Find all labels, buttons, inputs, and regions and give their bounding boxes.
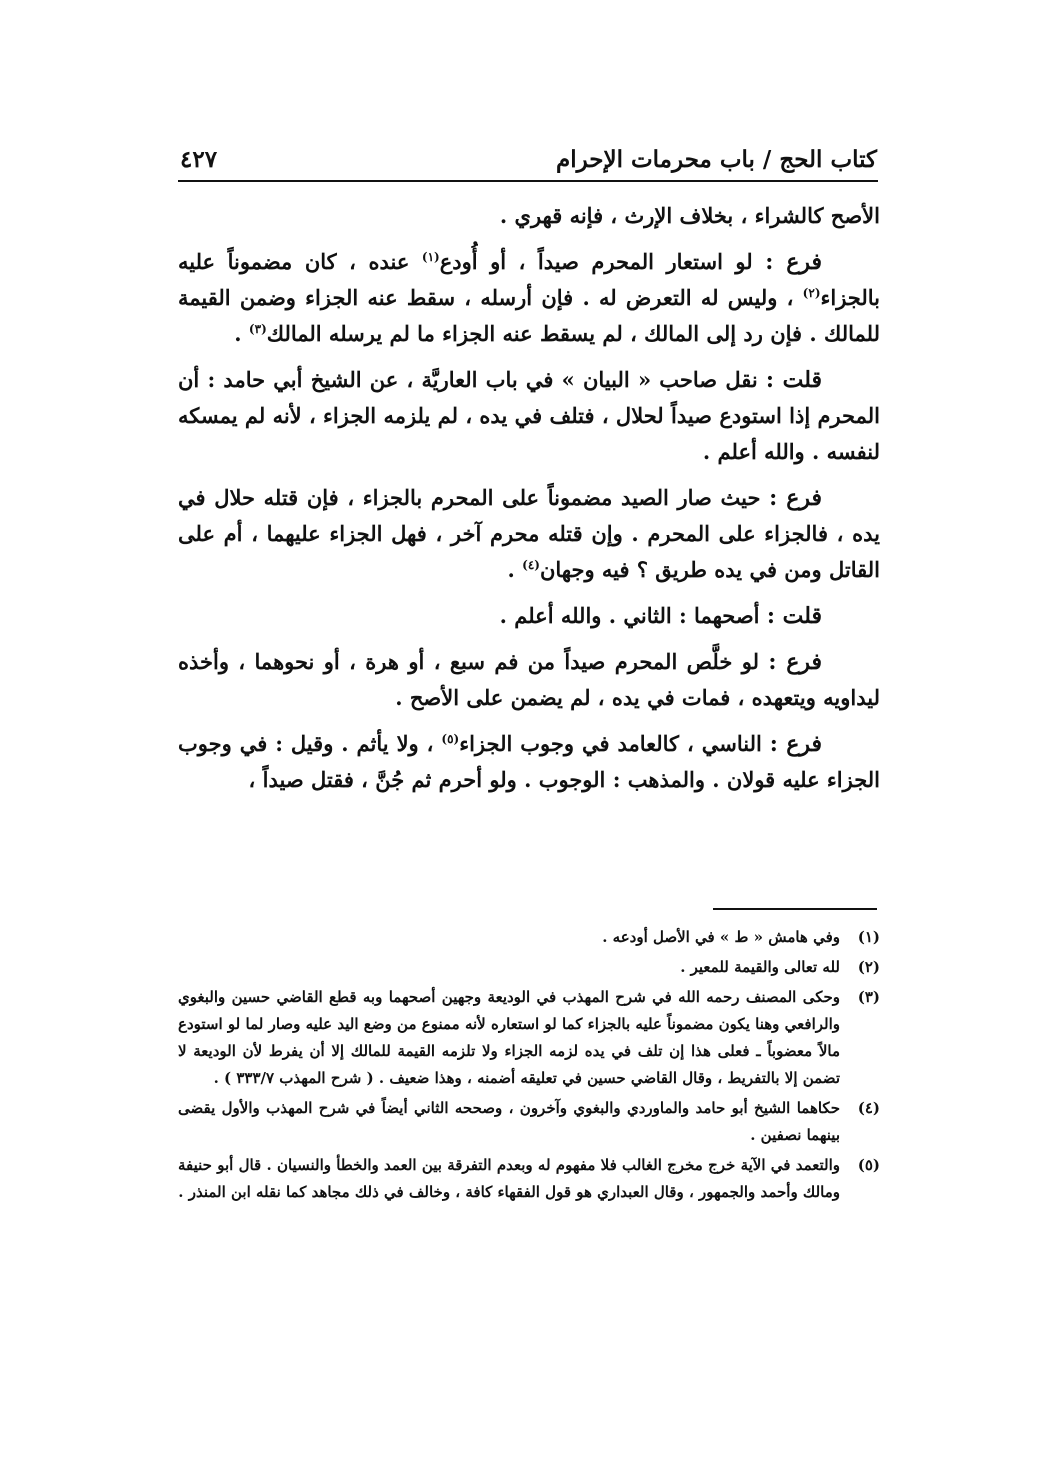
paragraph-text: حيث صار الصيد مضموناً على المحرم بالجزاء ، فإن قتله حلال في يده ، فالجزاء على المحرم . وإن قتله محرم آخر ، فهل الجزاء عليهما ، أم على القاتل ومن في يده طريق ؟ فيه وجهان [178, 485, 880, 582]
paragraph-lead: فرع : [769, 731, 822, 757]
header-rule [178, 180, 878, 182]
paragraph-text: . [234, 321, 249, 346]
footnote-rule [713, 908, 877, 910]
paragraph-3 [178, 362, 880, 470]
paragraph-text: ، ولا يأثم . وقيل : في وجوب الجزاء عليه قولان . والمذهب : الوجوب . ولو أحرم ثم جُنَّ ، فقتل صيداً ، [178, 731, 880, 792]
paragraph-1 [178, 198, 880, 234]
footnote-number: (٣) [857, 988, 880, 1006]
footnote [178, 954, 880, 981]
footnote-number: (٥) [857, 1156, 880, 1174]
footnote [178, 984, 880, 1092]
footnote-text: وحكى المصنف رحمه الله في شرح المهذب في الوديعة وجهين أصحهما وبه قطع القاضي حسين والبغوي والرافعي وهنا يكون مضموناً عليه بالجزاء كما لو استعاره لأنه ممنوع من وضع اليد عليه وصار لما لو استودع مالاً معضوباً ـ فعلى هذا إن تلف في يده لزمه الجزاء ولا تلزمه القيمة للمالك إلا أن يفرط لأن الوديعة لا تضمن إلا بالتفريط ، وقال القاضي حسين في تعليقه أضمنه ، وهذا ضعيف . ( شرح المهذب ٣٣٣/٧ ) . [178, 988, 840, 1087]
paragraph-text: عنده ، كان مضموناً عليه بالجزاء [178, 249, 880, 310]
paragraph-4 [178, 480, 880, 588]
paragraph-text: نقل صاحب « البيان » في باب العاريَّة ، عن الشيخ أبي حامد : أن المحرم إذا استودع صيداً لحلال ، فتلف في يده ، لم يلزمه الجزاء ، لأنه لم يمسكه لنفسه . والله أعلم . [178, 367, 880, 464]
footnote-text: والتعمد في الآية خرج مخرج الغالب فلا مفهوم له وبعدم التفرقة بين العمد والخطأ والنسيان . قال أبو حنيفة ومالك وأحمد والجمهور ، وقال العبداري هو قول الفقهاء كافة ، وخالف في ذلك مجاهد كما نقله ابن المنذر . [178, 1156, 840, 1201]
paragraph-text: الأصح كالشراء ، بخلاف الإرث ، فإنه قهري . [499, 203, 880, 228]
paragraph-lead: فرع : [765, 249, 822, 275]
page-number: ٤٢٧ [180, 146, 218, 173]
footnote-number: (٤) [857, 1099, 880, 1117]
footnote-number: (٢) [857, 958, 880, 976]
paragraph-text: ، وليس له التعرض له . فإن أرسله ، سقط عنه الجزاء وضمن القيمة للمالك . فإن رد إلى المالك ، لم يسقط عنه الجزاء ما لم يرسله المالك [178, 285, 880, 346]
footnotes [178, 924, 880, 1209]
paragraph-5 [178, 598, 880, 634]
footnote-number: (١) [857, 928, 880, 946]
footnote-ref-4: (٤) [522, 558, 540, 572]
footnote-text: حكاهما الشيخ أبو حامد والماوردي والبغوي وآخرون ، وصححه الثاني أيضاً في شرح المهذب والأول يقضى بينهما نصفين . [178, 1099, 840, 1144]
paragraph-text: الناسي ، كالعامد في وجوب الجزاء [459, 731, 770, 756]
running-title: كتاب الحج / باب محرمات الإحرام [555, 146, 877, 173]
footnote-text: وفي هامش « ط » في الأصل أودعه . [602, 928, 840, 946]
footnote [178, 1095, 880, 1149]
paragraph-7 [178, 726, 880, 798]
paragraph-lead: فرع : [768, 649, 822, 675]
footnote-ref-2: (٢) [802, 286, 821, 300]
footnote-text: لله تعالى والقيمة للمعير . [680, 958, 840, 976]
footnote-ref-5: (٥) [441, 732, 460, 746]
footnote-ref-1: (١) [421, 250, 440, 264]
footnote [178, 1152, 880, 1206]
main-text [178, 198, 880, 808]
paragraph-text: لو استعار المحرم صيداً ، أو أُودع [439, 249, 766, 274]
paragraph-lead: قلت : [765, 367, 823, 393]
paragraph-6 [178, 644, 880, 716]
page-header [180, 142, 877, 182]
paragraph-text: . [507, 557, 523, 582]
footnote-ref-3: (٣) [248, 322, 267, 336]
paragraph-2 [178, 244, 880, 352]
paragraph-lead: فرع : [769, 485, 823, 511]
footnote [178, 924, 880, 951]
paragraph-text: لو خلَّص المحرم صيداً من فم سبع ، أو هرة ، أو نحوهما ، وأخذه ليداويه ويتعهده ، فمات في يده ، لم يضمن على الأصح . [178, 649, 880, 710]
paragraph-text: أصحهما : الثاني . والله أعلم . [499, 603, 767, 628]
paragraph-lead: قلت : [766, 603, 822, 629]
